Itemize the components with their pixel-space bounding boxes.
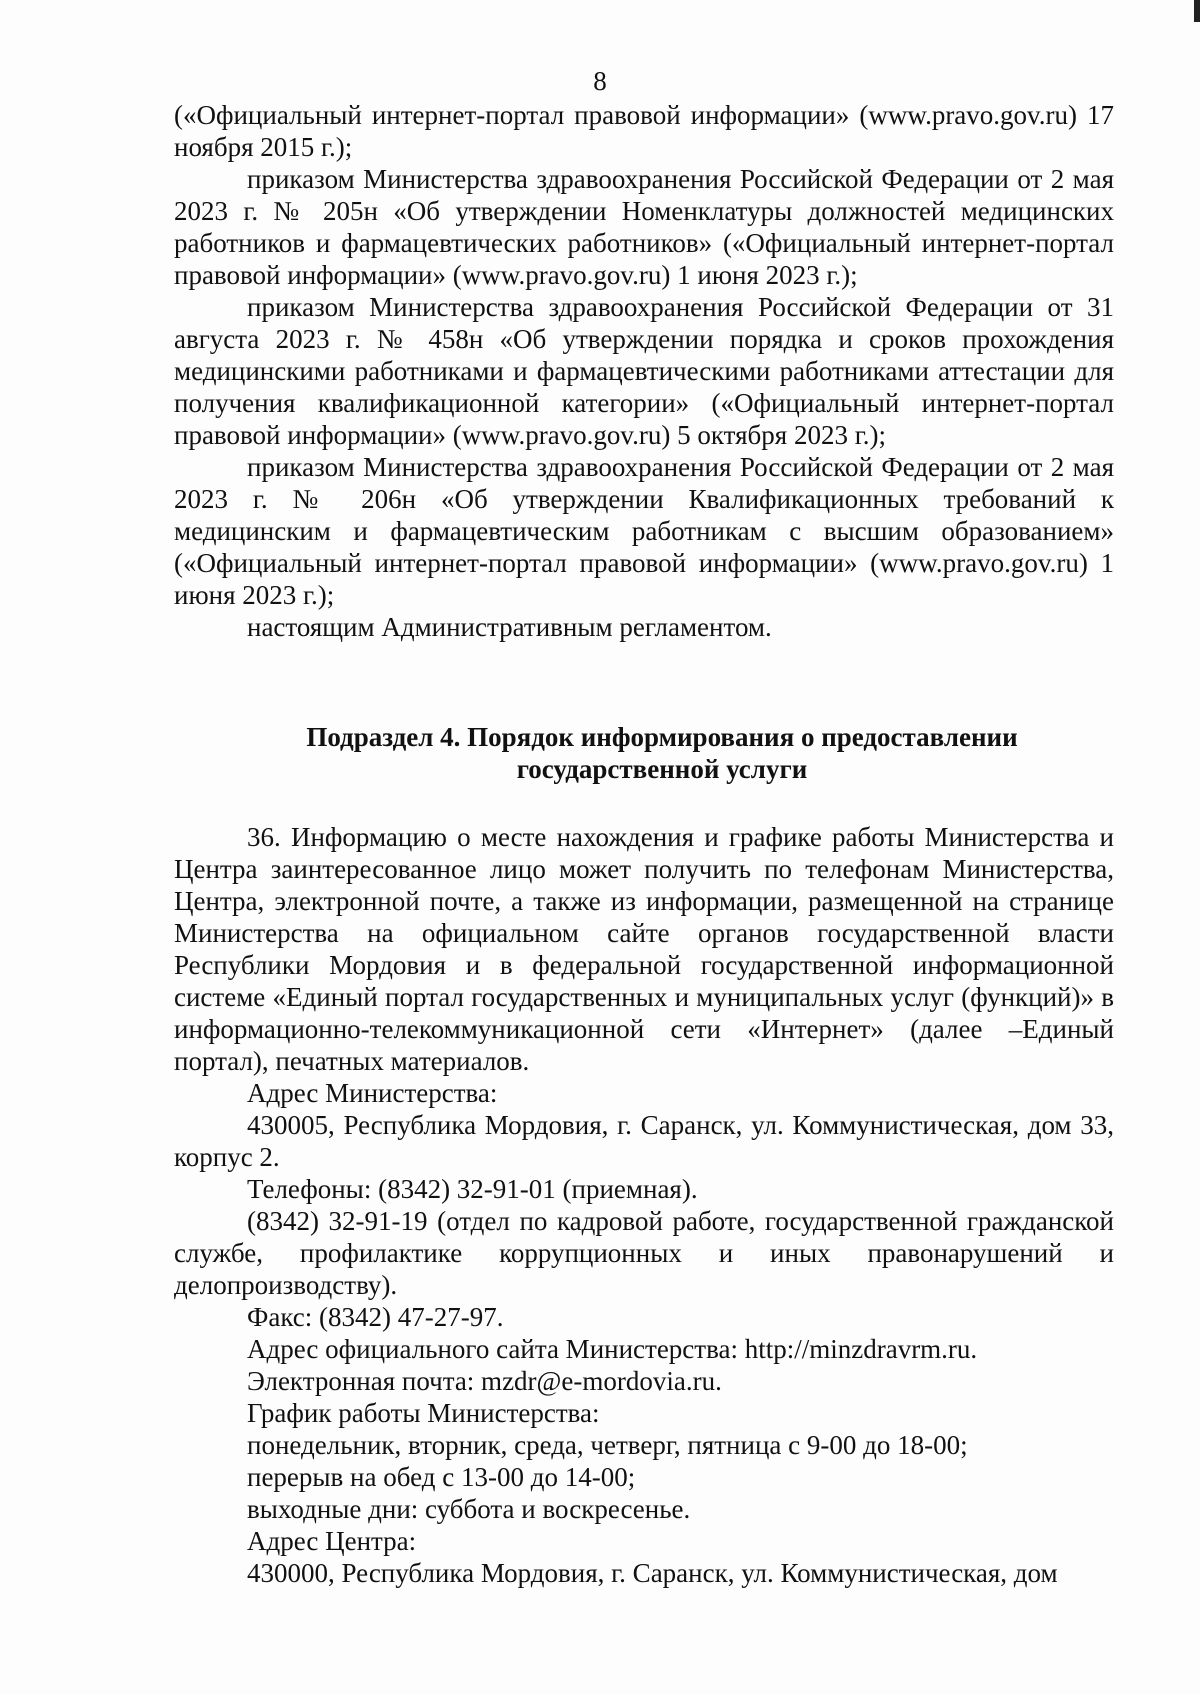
paragraph-regulation: настоящим Административным регламентом. xyxy=(247,612,772,642)
ministry-website: Адрес официального сайта Министерства: http://minzdravrm.ru. xyxy=(247,1334,978,1364)
ministry-email: Электронная почта: mzdr@e-mordovia.ru. xyxy=(247,1366,722,1396)
paragraph-order-205n: приказом Министерства здравоохранения Российской Федерации от 2 мая 2023 г. № 205н «Об утверждении Номенклатуры должностей медицинских работников и фармацевтических работников» («Официальный интернет-портал правовой информации» (www.pravo.gov.ru) 1 июня 2023 г.); xyxy=(174,164,1114,290)
paragraph-36: 36. Информацию о месте нахождения и графике работы Министерства и Центра заинтересованное лицо может получить по телефонам Министерства, Центра, электронной почте, а также из информации, размещенной на странице Министерства на официальном сайте органов государственной власти Республики Мордовия и в федеральной государственной информационной системе «Единый портал государственных и муниципальных услуг (функций)» в информационно-телекоммуникационной сети «Интернет» (далее –Единый портал), печатных материалов. xyxy=(174,822,1114,1076)
ministry-address: 430005, Республика Мордовия, г. Саранск, ул. Коммунистическая, дом 33, корпус 2. xyxy=(174,1110,1114,1172)
ministry-schedule-lunch: перерыв на обед с 13-00 до 14-00; xyxy=(247,1462,636,1492)
section-heading-line-1: Подраздел 4. Порядок информирования о предоставлении xyxy=(306,722,1018,752)
paragraph-intro-1: («Официальный интернет-портал правовой информации» (www.pravo.gov.ru) 17 ноября 2015 г.); xyxy=(174,100,1114,162)
paragraph-order-206n: приказом Министерства здравоохранения Российской Федерации от 2 мая 2023 г. № 206н «Об утверждении Квалификационных требований к медицинским и фармацевтическим работникам с высшим образованием» («Официальный интернет-портал правовой информации» (www.pravo.gov.ru) 1 июня 2023 г.); xyxy=(174,452,1114,610)
section-body xyxy=(174,821,1114,1589)
center-address-label: Адрес Центра: xyxy=(247,1526,417,1556)
section-heading xyxy=(174,721,1114,785)
ministry-schedule-label: График работы Министерства: xyxy=(247,1398,600,1428)
section-heading-line-2: государственной услуги xyxy=(516,754,808,784)
ministry-phone-hr: (8342) 32-91-19 (отдел по кадровой работе, государственной гражданской службе, профилактике коррупционных и иных правонарушений и делопроизводству). xyxy=(174,1206,1114,1300)
scan-edge-mark xyxy=(1194,0,1200,22)
ministry-fax: Факс: (8342) 47-27-97. xyxy=(247,1302,504,1332)
page-number: 8 xyxy=(593,66,607,96)
ministry-schedule-weekdays: понедельник, вторник, среда, четверг, пятница с 9-00 до 18-00; xyxy=(247,1430,968,1460)
document-body xyxy=(174,99,1114,1589)
ministry-address-label: Адрес Министерства: xyxy=(247,1078,498,1108)
center-address: 430000, Республика Мордовия, г. Саранск, ул. Коммунистическая, дом xyxy=(247,1558,1058,1588)
paragraph-order-458n: приказом Министерства здравоохранения Российской Федерации от 31 августа 2023 г. № 458н «Об утверждении порядка и сроков прохождения медицинскими работниками и фармацевтическими работниками аттестации для получения квалификационной категории» («Официальный интернет-портал правовой информации» (www.pravo.gov.ru) 5 октября 2023 г.); xyxy=(174,292,1114,450)
ministry-schedule-weekend: выходные дни: суббота и воскресенье. xyxy=(247,1494,691,1524)
ministry-phones: Телефоны: (8342) 32-91-01 (приемная). xyxy=(247,1174,698,1204)
